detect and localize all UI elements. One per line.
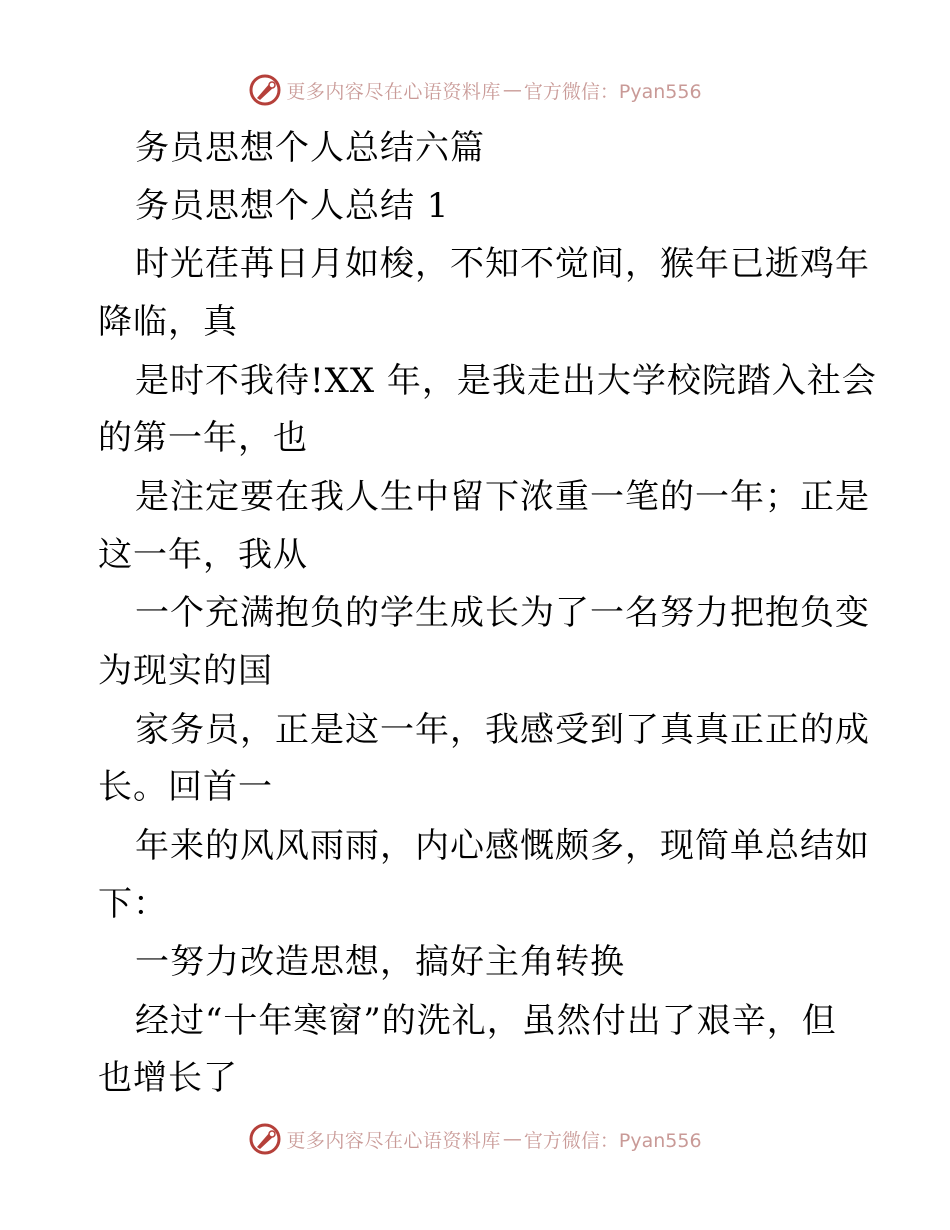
paragraph-line: 这一年，我从 <box>98 535 308 575</box>
header-banner <box>0 70 950 110</box>
footer-banner-text: 更多内容尽在心语资料库 <box>286 1129 501 1152</box>
paragraph-line: 一个充满抱负的学生成长为了一名努力把抱负变 <box>135 593 870 633</box>
section-heading: 务员思想个人总结 1 <box>135 186 450 226</box>
paragraph-line: 的第一年，也 <box>98 418 308 458</box>
header-wechat-id: 官方微信：Pyan556 <box>523 80 702 103</box>
header-banner-separator: — <box>502 79 522 101</box>
paragraph-line: 时光荏苒日月如梭，不知不觉间，猴年已逝鸡年 <box>135 244 870 284</box>
paragraph-line: 降临，真 <box>98 302 238 342</box>
header-banner-text: 更多内容尽在心语资料库 <box>286 80 501 103</box>
pen-logo-icon <box>248 73 282 107</box>
document-title: 务员思想个人总结六篇 <box>135 128 485 168</box>
paragraph-line: 为现实的国 <box>98 651 273 691</box>
footer-wechat-id: 官方微信：Pyan556 <box>523 1129 702 1152</box>
subsection-heading: 一努力改造思想，搞好主角转换 <box>135 942 625 982</box>
paragraph-line: 家务员，正是这一年，我感受到了真真正正的成 <box>135 710 870 750</box>
paragraph-line: 是注定要在我人生中留下浓重一笔的一年；正是 <box>135 477 870 517</box>
paragraph-line: 是时不我待!XX 年，是我走出大学校院踏入社会 <box>135 361 877 401</box>
paragraph-line: 长。回首一 <box>98 767 273 807</box>
paragraph-line: 也增长了 <box>98 1058 238 1098</box>
paragraph-line: 下： <box>98 884 168 924</box>
paragraph-line: 经过“十年寒窗”的洗礼，虽然付出了艰辛，但 <box>135 1001 837 1041</box>
footer-banner-separator: — <box>502 1128 522 1150</box>
pen-logo-icon <box>248 1122 282 1156</box>
paragraph-line: 年来的风风雨雨，内心感慨颇多，现简单总结如 <box>135 826 870 866</box>
footer-banner <box>0 1119 950 1159</box>
